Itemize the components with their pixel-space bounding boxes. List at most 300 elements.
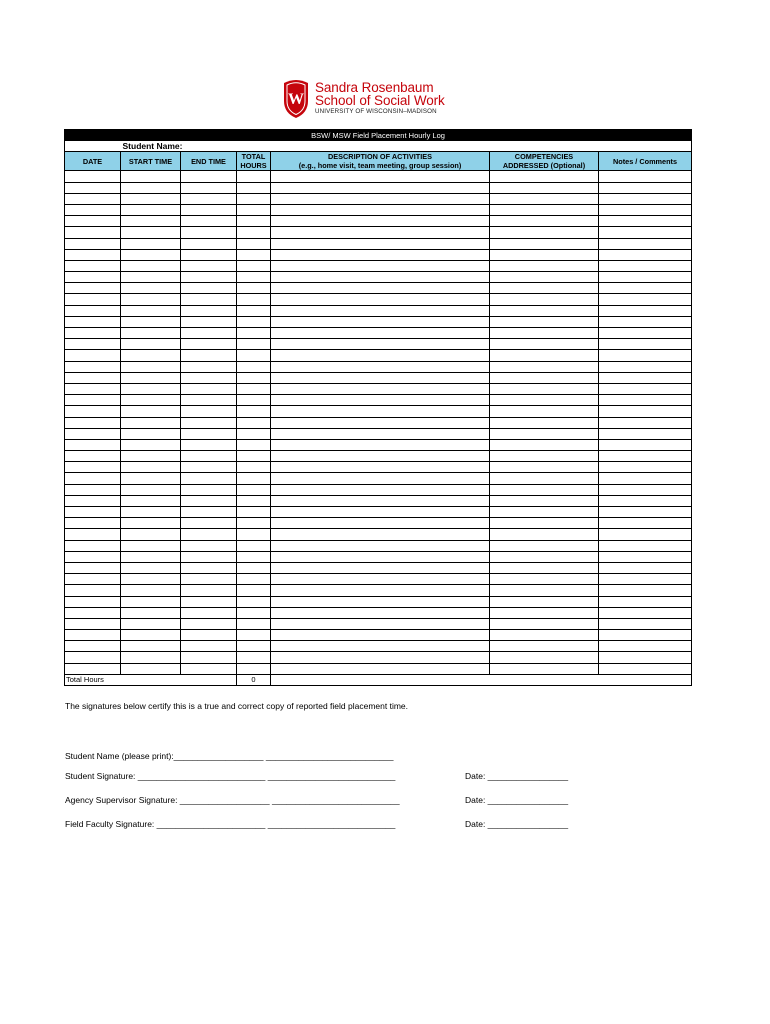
cell-notes[interactable] bbox=[599, 439, 692, 450]
cell-notes[interactable] bbox=[599, 406, 692, 417]
cell-description[interactable] bbox=[271, 641, 490, 652]
cell-total-hours[interactable] bbox=[237, 249, 271, 260]
cell-total-hours[interactable] bbox=[237, 518, 271, 529]
cell-total-hours[interactable] bbox=[237, 618, 271, 629]
cell-description[interactable] bbox=[271, 361, 490, 372]
cell-end-time[interactable] bbox=[181, 618, 237, 629]
cell-competencies[interactable] bbox=[490, 585, 599, 596]
cell-description[interactable] bbox=[271, 395, 490, 406]
cell-competencies[interactable] bbox=[490, 495, 599, 506]
cell-start-time[interactable] bbox=[121, 417, 181, 428]
cell-description[interactable] bbox=[271, 182, 490, 193]
cell-competencies[interactable] bbox=[490, 305, 599, 316]
cell-competencies[interactable] bbox=[490, 663, 599, 674]
cell-description[interactable] bbox=[271, 428, 490, 439]
cell-date[interactable] bbox=[65, 473, 121, 484]
cell-competencies[interactable] bbox=[490, 562, 599, 573]
cell-description[interactable] bbox=[271, 439, 490, 450]
cell-total-hours[interactable] bbox=[237, 227, 271, 238]
cell-competencies[interactable] bbox=[490, 540, 599, 551]
cell-end-time[interactable] bbox=[181, 249, 237, 260]
cell-start-time[interactable] bbox=[121, 618, 181, 629]
cell-total-hours[interactable] bbox=[237, 574, 271, 585]
cell-competencies[interactable] bbox=[490, 417, 599, 428]
cell-end-time[interactable] bbox=[181, 182, 237, 193]
cell-total-hours[interactable] bbox=[237, 562, 271, 573]
cell-competencies[interactable] bbox=[490, 216, 599, 227]
cell-total-hours[interactable] bbox=[237, 484, 271, 495]
cell-date[interactable] bbox=[65, 193, 121, 204]
cell-competencies[interactable] bbox=[490, 551, 599, 562]
cell-total-hours[interactable] bbox=[237, 182, 271, 193]
cell-description[interactable] bbox=[271, 238, 490, 249]
cell-date[interactable] bbox=[65, 171, 121, 182]
cell-description[interactable] bbox=[271, 618, 490, 629]
cell-competencies[interactable] bbox=[490, 630, 599, 641]
cell-end-time[interactable] bbox=[181, 562, 237, 573]
cell-start-time[interactable] bbox=[121, 574, 181, 585]
cell-start-time[interactable] bbox=[121, 518, 181, 529]
cell-total-hours[interactable] bbox=[237, 350, 271, 361]
cell-description[interactable] bbox=[271, 585, 490, 596]
cell-date[interactable] bbox=[65, 238, 121, 249]
cell-description[interactable] bbox=[271, 652, 490, 663]
cell-notes[interactable] bbox=[599, 395, 692, 406]
cell-date[interactable] bbox=[65, 428, 121, 439]
cell-end-time[interactable] bbox=[181, 383, 237, 394]
cell-description[interactable] bbox=[271, 316, 490, 327]
cell-description[interactable] bbox=[271, 596, 490, 607]
cell-notes[interactable] bbox=[599, 495, 692, 506]
cell-date[interactable] bbox=[65, 316, 121, 327]
field-faculty-signature-line[interactable]: Field Faculty Signature: _______________________ ___________________________ bbox=[65, 819, 396, 829]
cell-total-hours[interactable] bbox=[237, 260, 271, 271]
cell-competencies[interactable] bbox=[490, 227, 599, 238]
cell-end-time[interactable] bbox=[181, 328, 237, 339]
cell-date[interactable] bbox=[65, 540, 121, 551]
cell-notes[interactable] bbox=[599, 294, 692, 305]
cell-start-time[interactable] bbox=[121, 383, 181, 394]
cell-description[interactable] bbox=[271, 350, 490, 361]
cell-end-time[interactable] bbox=[181, 395, 237, 406]
cell-end-time[interactable] bbox=[181, 204, 237, 215]
student-name-label[interactable]: Student Name: bbox=[121, 141, 692, 152]
cell-date[interactable] bbox=[65, 328, 121, 339]
cell-description[interactable] bbox=[271, 328, 490, 339]
cell-date[interactable] bbox=[65, 529, 121, 540]
cell-competencies[interactable] bbox=[490, 249, 599, 260]
cell-competencies[interactable] bbox=[490, 473, 599, 484]
cell-total-hours[interactable] bbox=[237, 193, 271, 204]
cell-description[interactable] bbox=[271, 260, 490, 271]
cell-date[interactable] bbox=[65, 283, 121, 294]
cell-date[interactable] bbox=[65, 383, 121, 394]
cell-date[interactable] bbox=[65, 574, 121, 585]
cell-total-hours[interactable] bbox=[237, 663, 271, 674]
cell-total-hours[interactable] bbox=[237, 507, 271, 518]
cell-start-time[interactable] bbox=[121, 328, 181, 339]
cell-start-time[interactable] bbox=[121, 216, 181, 227]
cell-description[interactable] bbox=[271, 540, 490, 551]
cell-date[interactable] bbox=[65, 618, 121, 629]
cell-start-time[interactable] bbox=[121, 372, 181, 383]
cell-end-time[interactable] bbox=[181, 652, 237, 663]
cell-start-time[interactable] bbox=[121, 204, 181, 215]
cell-end-time[interactable] bbox=[181, 641, 237, 652]
cell-end-time[interactable] bbox=[181, 193, 237, 204]
cell-start-time[interactable] bbox=[121, 540, 181, 551]
cell-date[interactable] bbox=[65, 272, 121, 283]
cell-end-time[interactable] bbox=[181, 529, 237, 540]
cell-start-time[interactable] bbox=[121, 652, 181, 663]
cell-end-time[interactable] bbox=[181, 462, 237, 473]
cell-notes[interactable] bbox=[599, 193, 692, 204]
agency-supervisor-date[interactable]: Date: _________________ bbox=[465, 795, 569, 805]
cell-description[interactable] bbox=[271, 227, 490, 238]
cell-end-time[interactable] bbox=[181, 585, 237, 596]
cell-competencies[interactable] bbox=[490, 316, 599, 327]
cell-end-time[interactable] bbox=[181, 260, 237, 271]
cell-total-hours[interactable] bbox=[237, 529, 271, 540]
cell-notes[interactable] bbox=[599, 249, 692, 260]
cell-competencies[interactable] bbox=[490, 607, 599, 618]
cell-total-hours[interactable] bbox=[237, 630, 271, 641]
cell-description[interactable] bbox=[271, 551, 490, 562]
cell-description[interactable] bbox=[271, 663, 490, 674]
cell-total-hours[interactable] bbox=[237, 551, 271, 562]
cell-description[interactable] bbox=[271, 294, 490, 305]
cell-description[interactable] bbox=[271, 562, 490, 573]
cell-start-time[interactable] bbox=[121, 641, 181, 652]
cell-start-time[interactable] bbox=[121, 607, 181, 618]
cell-end-time[interactable] bbox=[181, 272, 237, 283]
cell-competencies[interactable] bbox=[490, 328, 599, 339]
cell-total-hours[interactable] bbox=[237, 204, 271, 215]
cell-start-time[interactable] bbox=[121, 283, 181, 294]
cell-end-time[interactable] bbox=[181, 484, 237, 495]
cell-total-hours[interactable] bbox=[237, 316, 271, 327]
cell-end-time[interactable] bbox=[181, 607, 237, 618]
cell-total-hours[interactable] bbox=[237, 596, 271, 607]
cell-total-hours[interactable] bbox=[237, 607, 271, 618]
cell-description[interactable] bbox=[271, 484, 490, 495]
cell-end-time[interactable] bbox=[181, 596, 237, 607]
cell-end-time[interactable] bbox=[181, 171, 237, 182]
cell-start-time[interactable] bbox=[121, 294, 181, 305]
cell-start-time[interactable] bbox=[121, 630, 181, 641]
cell-notes[interactable] bbox=[599, 574, 692, 585]
cell-end-time[interactable] bbox=[181, 540, 237, 551]
cell-description[interactable] bbox=[271, 272, 490, 283]
cell-end-time[interactable] bbox=[181, 316, 237, 327]
cell-description[interactable] bbox=[271, 193, 490, 204]
cell-start-time[interactable] bbox=[121, 439, 181, 450]
cell-date[interactable] bbox=[65, 462, 121, 473]
cell-description[interactable] bbox=[271, 305, 490, 316]
cell-date[interactable] bbox=[65, 339, 121, 350]
cell-start-time[interactable] bbox=[121, 484, 181, 495]
cell-date[interactable] bbox=[65, 350, 121, 361]
cell-date[interactable] bbox=[65, 260, 121, 271]
cell-date[interactable] bbox=[65, 249, 121, 260]
cell-start-time[interactable] bbox=[121, 361, 181, 372]
cell-competencies[interactable] bbox=[490, 439, 599, 450]
cell-description[interactable] bbox=[271, 451, 490, 462]
cell-competencies[interactable] bbox=[490, 260, 599, 271]
cell-competencies[interactable] bbox=[490, 529, 599, 540]
cell-notes[interactable] bbox=[599, 630, 692, 641]
cell-competencies[interactable] bbox=[490, 641, 599, 652]
cell-start-time[interactable] bbox=[121, 507, 181, 518]
cell-date[interactable] bbox=[65, 562, 121, 573]
cell-total-hours[interactable] bbox=[237, 473, 271, 484]
cell-competencies[interactable] bbox=[490, 171, 599, 182]
cell-start-time[interactable] bbox=[121, 182, 181, 193]
cell-competencies[interactable] bbox=[490, 294, 599, 305]
cell-notes[interactable] bbox=[599, 260, 692, 271]
cell-end-time[interactable] bbox=[181, 294, 237, 305]
student-signature-date[interactable]: Date: _________________ bbox=[465, 771, 569, 781]
cell-competencies[interactable] bbox=[490, 361, 599, 372]
cell-notes[interactable] bbox=[599, 585, 692, 596]
cell-start-time[interactable] bbox=[121, 395, 181, 406]
cell-date[interactable] bbox=[65, 294, 121, 305]
cell-competencies[interactable] bbox=[490, 283, 599, 294]
cell-start-time[interactable] bbox=[121, 529, 181, 540]
cell-description[interactable] bbox=[271, 406, 490, 417]
cell-total-hours[interactable] bbox=[237, 294, 271, 305]
cell-notes[interactable] bbox=[599, 238, 692, 249]
cell-description[interactable] bbox=[271, 372, 490, 383]
cell-notes[interactable] bbox=[599, 428, 692, 439]
cell-notes[interactable] bbox=[599, 272, 692, 283]
cell-end-time[interactable] bbox=[181, 551, 237, 562]
cell-date[interactable] bbox=[65, 507, 121, 518]
cell-competencies[interactable] bbox=[490, 428, 599, 439]
cell-start-time[interactable] bbox=[121, 171, 181, 182]
cell-notes[interactable] bbox=[599, 227, 692, 238]
cell-end-time[interactable] bbox=[181, 417, 237, 428]
cell-end-time[interactable] bbox=[181, 473, 237, 484]
cell-description[interactable] bbox=[271, 417, 490, 428]
cell-end-time[interactable] bbox=[181, 451, 237, 462]
cell-end-time[interactable] bbox=[181, 439, 237, 450]
cell-notes[interactable] bbox=[599, 182, 692, 193]
cell-description[interactable] bbox=[271, 216, 490, 227]
cell-description[interactable] bbox=[271, 574, 490, 585]
cell-start-time[interactable] bbox=[121, 238, 181, 249]
cell-total-hours[interactable] bbox=[237, 238, 271, 249]
cell-start-time[interactable] bbox=[121, 305, 181, 316]
cell-end-time[interactable] bbox=[181, 227, 237, 238]
agency-supervisor-signature-line[interactable]: Agency Supervisor Signature: ___________________ ___________________________ bbox=[65, 795, 400, 805]
cell-date[interactable] bbox=[65, 439, 121, 450]
cell-competencies[interactable] bbox=[490, 204, 599, 215]
cell-description[interactable] bbox=[271, 518, 490, 529]
cell-notes[interactable] bbox=[599, 518, 692, 529]
cell-date[interactable] bbox=[65, 630, 121, 641]
cell-description[interactable] bbox=[271, 529, 490, 540]
cell-total-hours[interactable] bbox=[237, 439, 271, 450]
cell-end-time[interactable] bbox=[181, 350, 237, 361]
cell-date[interactable] bbox=[65, 216, 121, 227]
cell-date[interactable] bbox=[65, 395, 121, 406]
cell-notes[interactable] bbox=[599, 216, 692, 227]
cell-notes[interactable] bbox=[599, 372, 692, 383]
cell-total-hours[interactable] bbox=[237, 585, 271, 596]
cell-total-hours[interactable] bbox=[237, 283, 271, 294]
cell-total-hours[interactable] bbox=[237, 428, 271, 439]
cell-description[interactable] bbox=[271, 462, 490, 473]
cell-competencies[interactable] bbox=[490, 272, 599, 283]
cell-end-time[interactable] bbox=[181, 518, 237, 529]
cell-start-time[interactable] bbox=[121, 193, 181, 204]
cell-end-time[interactable] bbox=[181, 339, 237, 350]
cell-competencies[interactable] bbox=[490, 350, 599, 361]
cell-start-time[interactable] bbox=[121, 663, 181, 674]
student-name-print-line[interactable]: Student Name (please print):___________________ ___________________________ bbox=[65, 751, 394, 761]
cell-date[interactable] bbox=[65, 663, 121, 674]
cell-competencies[interactable] bbox=[490, 339, 599, 350]
cell-end-time[interactable] bbox=[181, 372, 237, 383]
cell-start-time[interactable] bbox=[121, 316, 181, 327]
cell-description[interactable] bbox=[271, 473, 490, 484]
cell-start-time[interactable] bbox=[121, 495, 181, 506]
cell-competencies[interactable] bbox=[490, 507, 599, 518]
cell-notes[interactable] bbox=[599, 641, 692, 652]
cell-date[interactable] bbox=[65, 406, 121, 417]
cell-total-hours[interactable] bbox=[237, 305, 271, 316]
cell-competencies[interactable] bbox=[490, 451, 599, 462]
cell-date[interactable] bbox=[65, 484, 121, 495]
cell-description[interactable] bbox=[271, 607, 490, 618]
cell-notes[interactable] bbox=[599, 350, 692, 361]
cell-notes[interactable] bbox=[599, 316, 692, 327]
cell-notes[interactable] bbox=[599, 462, 692, 473]
cell-description[interactable] bbox=[271, 171, 490, 182]
cell-total-hours[interactable] bbox=[237, 451, 271, 462]
cell-total-hours[interactable] bbox=[237, 339, 271, 350]
cell-start-time[interactable] bbox=[121, 462, 181, 473]
cell-start-time[interactable] bbox=[121, 350, 181, 361]
cell-competencies[interactable] bbox=[490, 193, 599, 204]
cell-notes[interactable] bbox=[599, 540, 692, 551]
cell-notes[interactable] bbox=[599, 618, 692, 629]
cell-date[interactable] bbox=[65, 227, 121, 238]
cell-competencies[interactable] bbox=[490, 238, 599, 249]
cell-total-hours[interactable] bbox=[237, 328, 271, 339]
cell-date[interactable] bbox=[65, 596, 121, 607]
cell-competencies[interactable] bbox=[490, 372, 599, 383]
cell-total-hours[interactable] bbox=[237, 361, 271, 372]
cell-end-time[interactable] bbox=[181, 574, 237, 585]
cell-competencies[interactable] bbox=[490, 406, 599, 417]
cell-start-time[interactable] bbox=[121, 585, 181, 596]
cell-start-time[interactable] bbox=[121, 260, 181, 271]
cell-start-time[interactable] bbox=[121, 473, 181, 484]
cell-end-time[interactable] bbox=[181, 663, 237, 674]
cell-notes[interactable] bbox=[599, 417, 692, 428]
cell-competencies[interactable] bbox=[490, 618, 599, 629]
cell-total-hours[interactable] bbox=[237, 495, 271, 506]
cell-notes[interactable] bbox=[599, 361, 692, 372]
cell-notes[interactable] bbox=[599, 596, 692, 607]
cell-notes[interactable] bbox=[599, 551, 692, 562]
cell-description[interactable] bbox=[271, 383, 490, 394]
cell-start-time[interactable] bbox=[121, 227, 181, 238]
cell-end-time[interactable] bbox=[181, 428, 237, 439]
cell-end-time[interactable] bbox=[181, 238, 237, 249]
cell-date[interactable] bbox=[65, 361, 121, 372]
cell-start-time[interactable] bbox=[121, 428, 181, 439]
cell-date[interactable] bbox=[65, 607, 121, 618]
cell-competencies[interactable] bbox=[490, 383, 599, 394]
cell-total-hours[interactable] bbox=[237, 462, 271, 473]
cell-description[interactable] bbox=[271, 630, 490, 641]
cell-date[interactable] bbox=[65, 372, 121, 383]
cell-total-hours[interactable] bbox=[237, 652, 271, 663]
cell-description[interactable] bbox=[271, 495, 490, 506]
cell-notes[interactable] bbox=[599, 305, 692, 316]
cell-end-time[interactable] bbox=[181, 495, 237, 506]
cell-start-time[interactable] bbox=[121, 249, 181, 260]
cell-start-time[interactable] bbox=[121, 339, 181, 350]
cell-start-time[interactable] bbox=[121, 562, 181, 573]
cell-notes[interactable] bbox=[599, 529, 692, 540]
field-faculty-date[interactable]: Date: _________________ bbox=[465, 819, 569, 829]
cell-date[interactable] bbox=[65, 417, 121, 428]
cell-notes[interactable] bbox=[599, 383, 692, 394]
cell-description[interactable] bbox=[271, 283, 490, 294]
cell-competencies[interactable] bbox=[490, 596, 599, 607]
cell-notes[interactable] bbox=[599, 171, 692, 182]
cell-date[interactable] bbox=[65, 641, 121, 652]
cell-competencies[interactable] bbox=[490, 182, 599, 193]
cell-date[interactable] bbox=[65, 451, 121, 462]
cell-end-time[interactable] bbox=[181, 283, 237, 294]
cell-competencies[interactable] bbox=[490, 395, 599, 406]
cell-notes[interactable] bbox=[599, 652, 692, 663]
cell-start-time[interactable] bbox=[121, 272, 181, 283]
cell-total-hours[interactable] bbox=[237, 171, 271, 182]
cell-total-hours[interactable] bbox=[237, 272, 271, 283]
cell-description[interactable] bbox=[271, 204, 490, 215]
cell-notes[interactable] bbox=[599, 283, 692, 294]
cell-notes[interactable] bbox=[599, 473, 692, 484]
cell-date[interactable] bbox=[65, 518, 121, 529]
cell-total-hours[interactable] bbox=[237, 406, 271, 417]
cell-notes[interactable] bbox=[599, 204, 692, 215]
cell-date[interactable] bbox=[65, 551, 121, 562]
cell-date[interactable] bbox=[65, 182, 121, 193]
cell-description[interactable] bbox=[271, 249, 490, 260]
cell-competencies[interactable] bbox=[490, 574, 599, 585]
cell-total-hours[interactable] bbox=[237, 540, 271, 551]
student-signature-line[interactable]: Student Signature: ___________________________ ___________________________ bbox=[65, 771, 396, 781]
cell-total-hours[interactable] bbox=[237, 372, 271, 383]
cell-date[interactable] bbox=[65, 652, 121, 663]
cell-start-time[interactable] bbox=[121, 596, 181, 607]
cell-notes[interactable] bbox=[599, 562, 692, 573]
cell-competencies[interactable] bbox=[490, 518, 599, 529]
cell-total-hours[interactable] bbox=[237, 641, 271, 652]
cell-date[interactable] bbox=[65, 204, 121, 215]
cell-competencies[interactable] bbox=[490, 484, 599, 495]
cell-total-hours[interactable] bbox=[237, 395, 271, 406]
cell-notes[interactable] bbox=[599, 339, 692, 350]
cell-notes[interactable] bbox=[599, 328, 692, 339]
cell-start-time[interactable] bbox=[121, 551, 181, 562]
